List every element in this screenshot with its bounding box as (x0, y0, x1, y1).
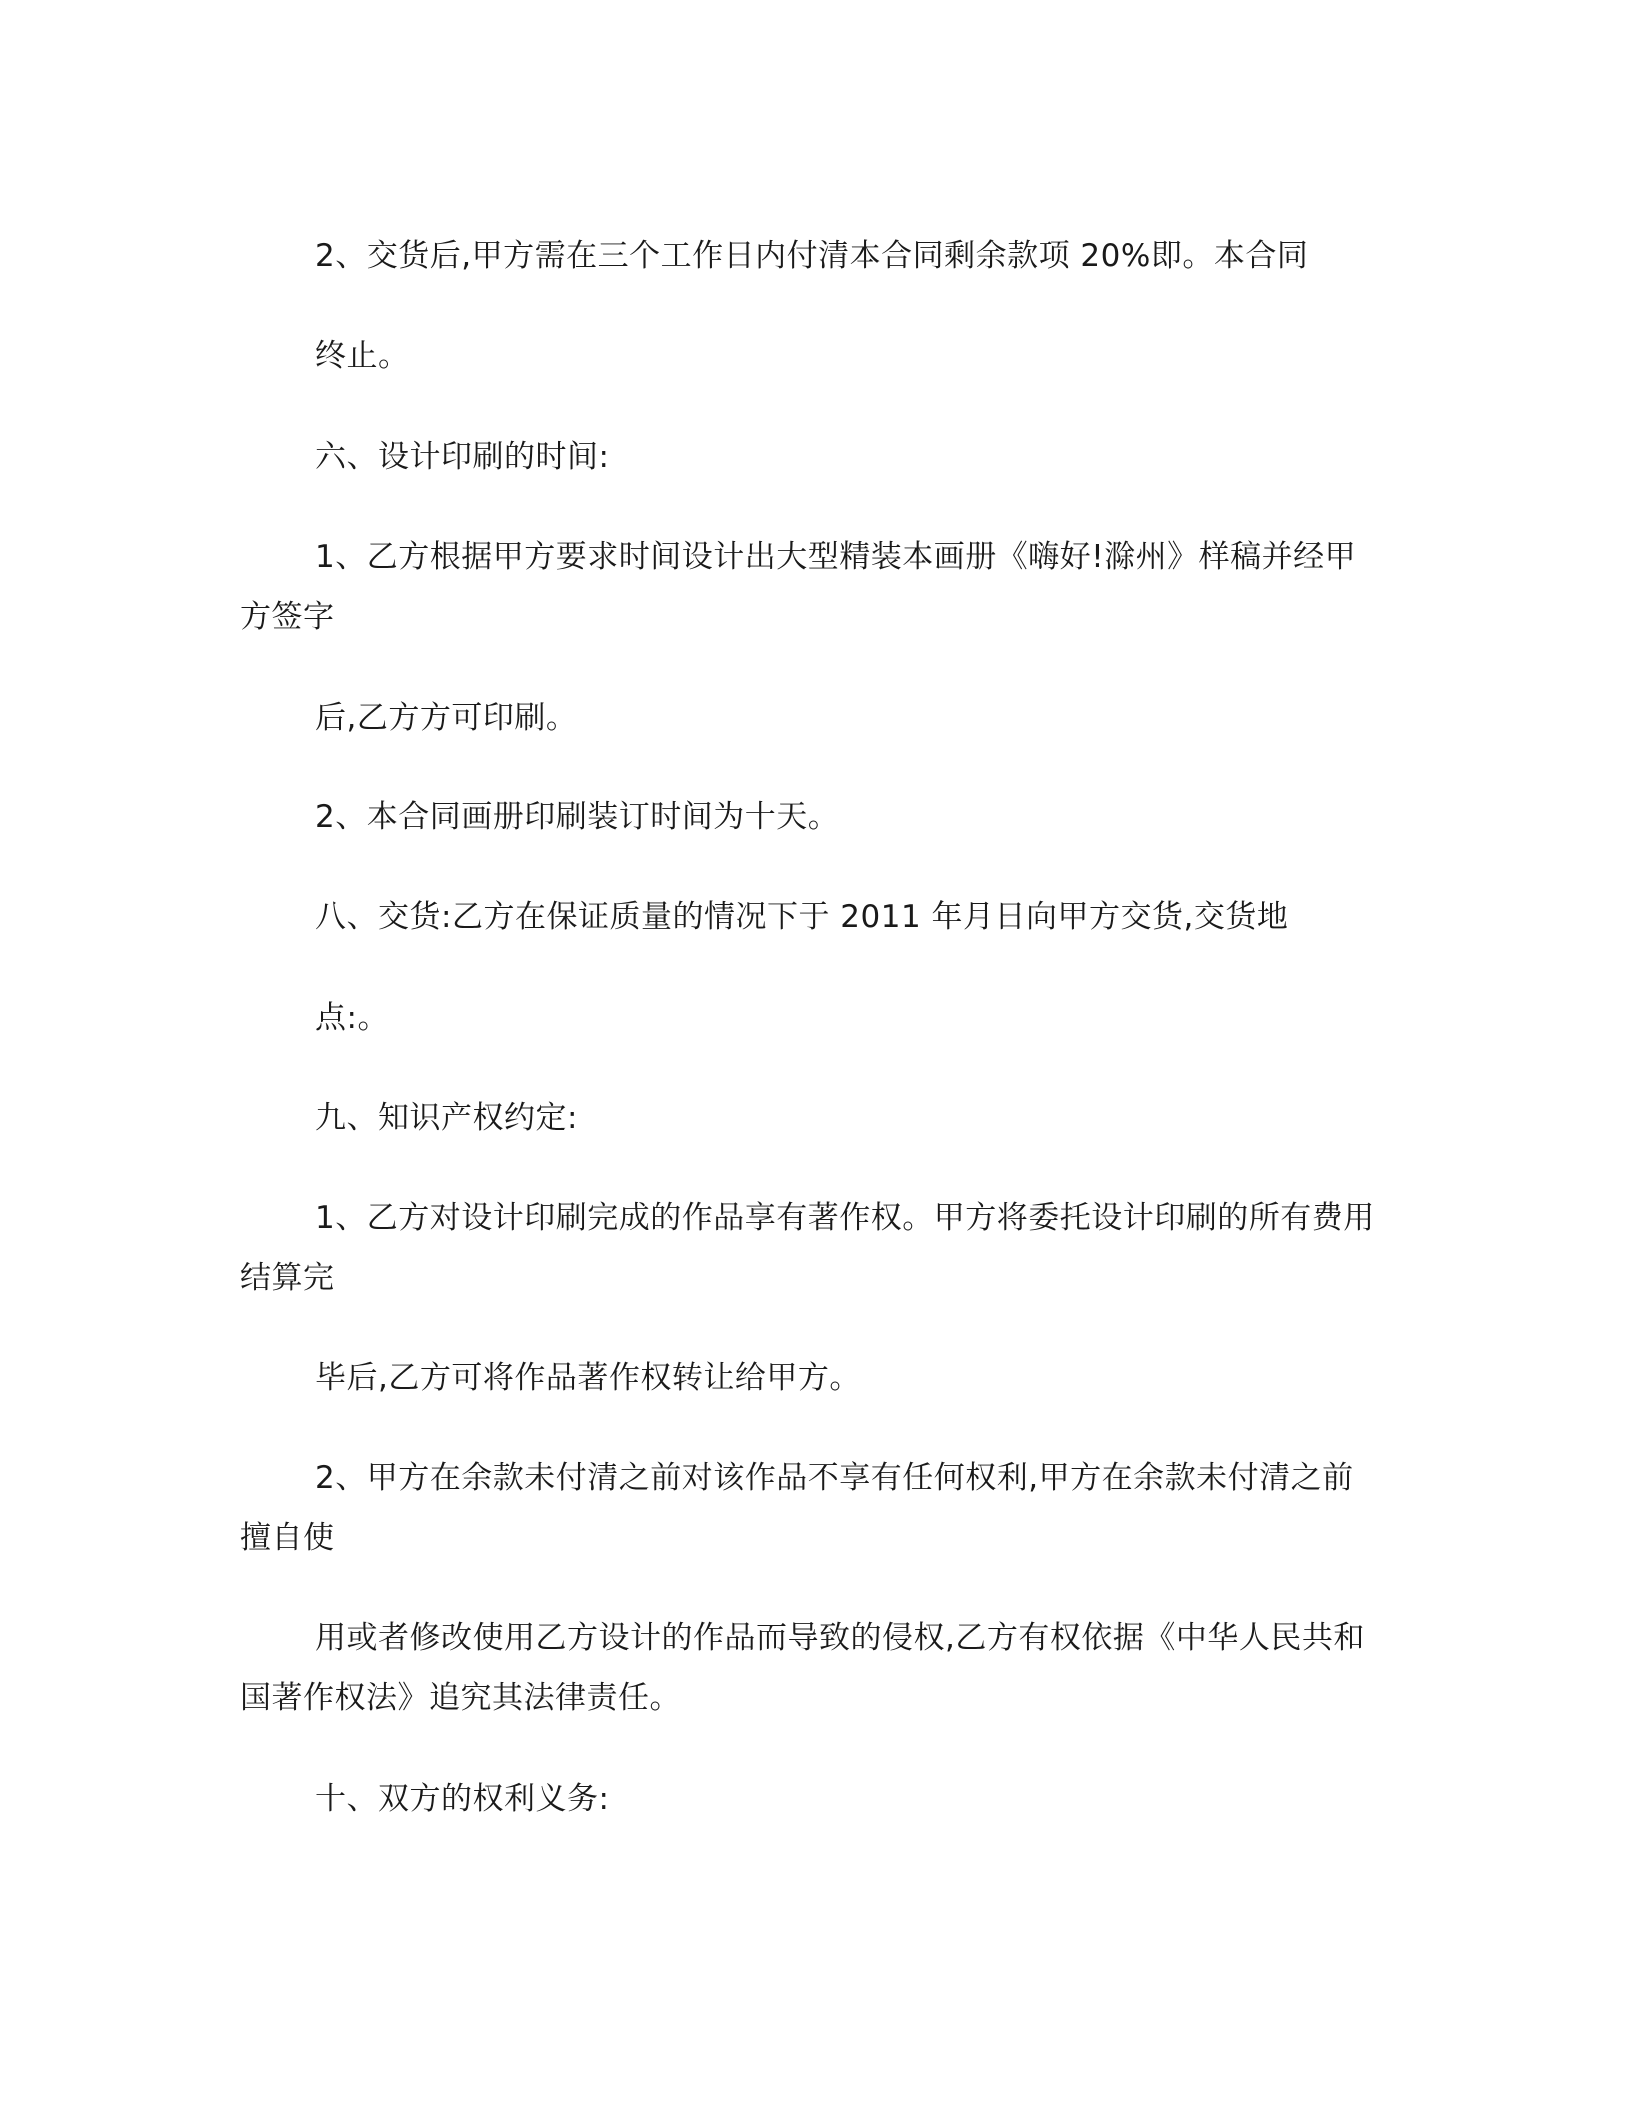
section-heading-rights-obligations: 十、双方的权利义务: (315, 1781, 610, 1817)
payment-clause-2: 2、交货后,甲方需在三个工作日内付清本合同剩余款项 20%即。本合同 (315, 238, 1309, 274)
design-time-clause-1-continued: 后,乙方方可印刷。 (315, 700, 578, 736)
section-heading-delivery: 八、交货:乙方在保证质量的情况下于 2011 年月日向甲方交货,交货地 (315, 899, 1289, 935)
design-time-clause-1-wrap: 方签字 (240, 599, 335, 635)
delivery-location: 点:。 (315, 1000, 389, 1036)
ip-clause-1: 1、乙方对设计印刷完成的作品享有著作权。甲方将委托设计印刷的所有费用 (315, 1200, 1375, 1236)
design-time-clause-2: 2、本合同画册印刷装订时间为十天。 (315, 799, 840, 835)
ip-clause-2-continued-wrap: 国著作权法》追究其法律责任。 (240, 1680, 681, 1716)
ip-clause-2-continued: 用或者修改使用乙方设计的作品而导致的侵权,乙方有权依据《中华人民共和 (315, 1620, 1365, 1656)
ip-clause-1-continued: 毕后,乙方可将作品著作权转让给甲方。 (315, 1360, 861, 1396)
section-heading-intellectual-property: 九、知识产权约定: (315, 1100, 578, 1136)
payment-clause-2-continued: 终止。 (315, 338, 410, 374)
design-time-clause-1: 1、乙方根据甲方要求时间设计出大型精装本画册《嗨好!滁州》样稿并经甲 (315, 539, 1357, 575)
ip-clause-1-wrap: 结算完 (240, 1260, 335, 1296)
ip-clause-2-wrap: 擅自使 (240, 1520, 335, 1556)
section-heading-design-print-time: 六、设计印刷的时间: (315, 439, 610, 475)
ip-clause-2: 2、甲方在余款未付清之前对该作品不享有任何权利,甲方在余款未付清之前 (315, 1460, 1354, 1496)
